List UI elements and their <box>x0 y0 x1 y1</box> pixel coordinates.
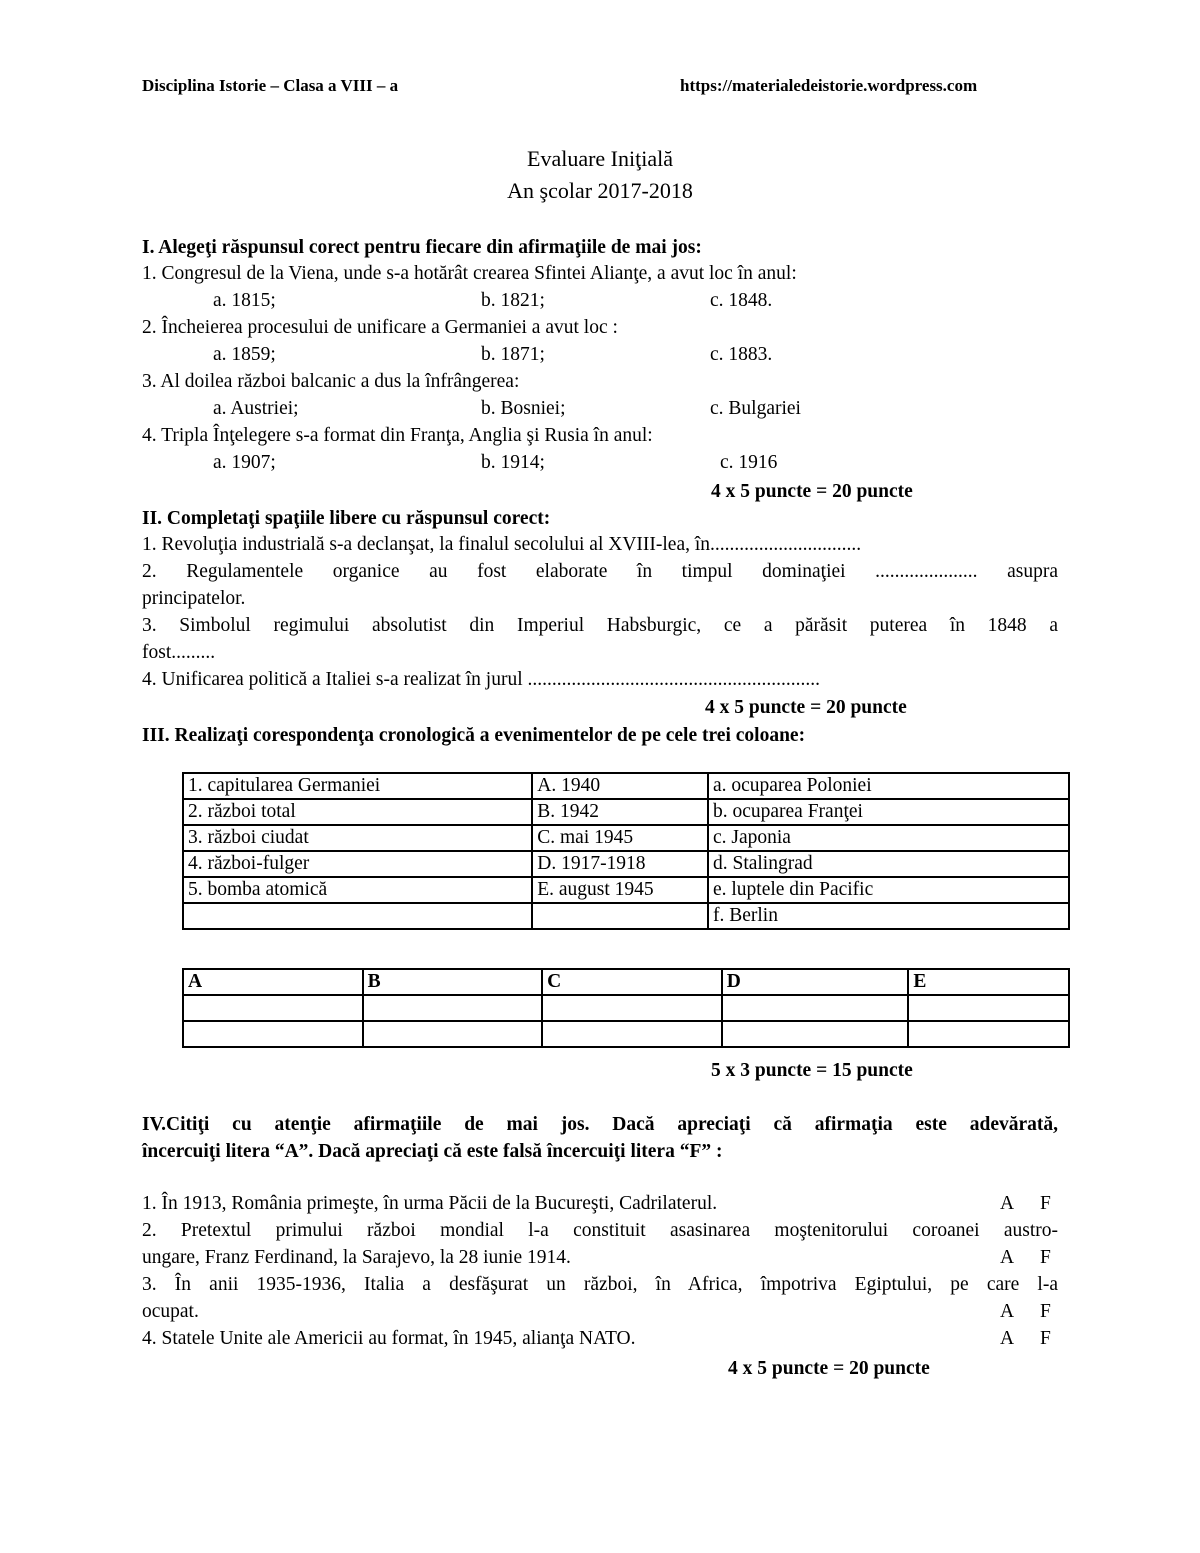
table-row <box>183 851 1069 877</box>
table-cell <box>532 903 708 929</box>
table-row <box>183 825 1069 851</box>
table-row <box>183 799 1069 825</box>
table-cell: D. 1917-1918 <box>532 851 708 877</box>
section4-score: 4 x 5 puncte = 20 puncte <box>728 1358 930 1379</box>
q1-option-b: b. 1821; <box>481 290 545 311</box>
table-cell: 1. capitularea Germaniei <box>183 773 532 799</box>
table-cell: e. luptele din Pacific <box>708 877 1069 903</box>
table-row <box>183 773 1069 799</box>
statement-4: 4. Statele Unite ale Americii au format, în 1945, alianţa NATO. <box>142 1328 636 1349</box>
section4-heading-cont: încercuiţi litera “A”. Dacă apreciaţi că este falsă încercuiţi litera “F” : <box>142 1141 723 1162</box>
table-cell: 5. bomba atomică <box>183 877 532 903</box>
table-cell: b. ocuparea Franţei <box>708 799 1069 825</box>
answer-cell[interactable] <box>542 995 722 1021</box>
answer-cell[interactable] <box>542 1021 722 1047</box>
question-4: 4. Tripla Înţelegere s-a format din Franţa, Anglia şi Rusia în anul: <box>142 425 653 446</box>
answer-cell[interactable] <box>183 1021 363 1047</box>
answer-cell[interactable] <box>908 1021 1069 1047</box>
section2-heading: II. Completaţi spaţiile libere cu răspunsul corect: <box>142 508 551 529</box>
statement-1-false[interactable]: F <box>1040 1193 1051 1214</box>
section2-score: 4 x 5 puncte = 20 puncte <box>705 697 907 718</box>
table-cell: B. 1942 <box>532 799 708 825</box>
fill-item-4: 4. Unificarea politică a Italiei s-a realizat în jurul ............................................................ <box>142 669 820 690</box>
statement-3-false[interactable]: F <box>1040 1301 1051 1322</box>
header-url: https://materialedeistorie.wordpress.com <box>680 76 978 95</box>
table-cell: f. Berlin <box>708 903 1069 929</box>
answer-header-c: C <box>542 969 722 995</box>
table-cell: 2. război total <box>183 799 532 825</box>
table-cell: A. 1940 <box>532 773 708 799</box>
page-title: Evaluare Iniţială <box>527 146 673 171</box>
statement-1-true[interactable]: A <box>1000 1193 1015 1214</box>
answer-header-a: A <box>183 969 363 995</box>
section1-heading: I. Alegeţi răspunsul corect pentru fiecare din afirmaţiile de mai jos: <box>142 237 702 258</box>
statement-3: 3. În anii 1935-1936, Italia a desfăşurat un război, în Africa, împotriva Egiptului, pe care l-a <box>142 1274 1058 1295</box>
table-cell: 4. război-fulger <box>183 851 532 877</box>
answer-cell[interactable] <box>183 995 363 1021</box>
question-2: 2. Încheierea procesului de unificare a Germaniei a avut loc : <box>142 317 618 338</box>
q4-option-c: c. 1916 <box>720 452 778 473</box>
answer-cell[interactable] <box>908 995 1069 1021</box>
q3-option-b: b. Bosniei; <box>481 398 566 419</box>
fill-item-3: 3. Simbolul regimului absolutist din Imperiul Habsburgic, ce a părăsit puterea în 1848 a <box>142 615 1058 636</box>
table-cell: 3. război ciudat <box>183 825 532 851</box>
statement-4-true[interactable]: A <box>1000 1328 1015 1349</box>
q1-option-c: c. 1848. <box>710 290 773 311</box>
answer-table <box>182 968 1070 1048</box>
table-row <box>183 877 1069 903</box>
q1-option-a: a. 1815; <box>213 290 276 311</box>
statement-2-false[interactable]: F <box>1040 1247 1051 1268</box>
q4-option-a: a. 1907; <box>213 452 276 473</box>
header-subject: Disciplina Istorie – Clasa a VIII – a <box>142 76 399 95</box>
fill-item-2-cont: principatelor. <box>142 588 246 609</box>
statement-3-cont: ocupat. <box>142 1301 199 1322</box>
table-row <box>183 903 1069 929</box>
q4-option-b: b. 1914; <box>481 452 545 473</box>
q2-option-a: a. 1859; <box>213 344 276 365</box>
answer-header-e: E <box>908 969 1069 995</box>
section1-score: 4 x 5 puncte = 20 puncte <box>711 481 913 502</box>
table-cell: E. august 1945 <box>532 877 708 903</box>
statement-2-cont: ungare, Franz Ferdinand, la Sarajevo, la 28 iunie 1914. <box>142 1247 571 1268</box>
table-cell: a. ocuparea Poloniei <box>708 773 1069 799</box>
table-cell: C. mai 1945 <box>532 825 708 851</box>
statement-4-false[interactable]: F <box>1040 1328 1051 1349</box>
section3-score: 5 x 3 puncte = 15 puncte <box>711 1060 913 1081</box>
matching-table <box>182 772 1070 930</box>
table-cell: d. Stalingrad <box>708 851 1069 877</box>
answer-cell[interactable] <box>363 995 543 1021</box>
fill-item-3-cont: fost......... <box>142 642 216 663</box>
statement-2-true[interactable]: A <box>1000 1247 1015 1268</box>
table-cell: c. Japonia <box>708 825 1069 851</box>
section4-heading: IV.Citiţi cu atenţie afirmaţiile de mai jos. Dacă apreciaţi că afirmaţia este adevărată, <box>142 1114 1058 1135</box>
table-row <box>183 1021 1069 1047</box>
answer-cell[interactable] <box>722 995 909 1021</box>
q2-option-b: b. 1871; <box>481 344 545 365</box>
section3-heading: III. Realizaţi corespondenţa cronologică a evenimentelor de pe cele trei coloane: <box>142 725 806 746</box>
statement-3-true[interactable]: A <box>1000 1301 1015 1322</box>
table-cell <box>183 903 532 929</box>
question-3: 3. Al doilea război balcanic a dus la înfrângerea: <box>142 371 520 392</box>
fill-item-2: 2. Regulamentele organice au fost elaborate în timpul dominaţiei ..................... asupra <box>142 561 1058 582</box>
table-row <box>183 969 1069 995</box>
fill-item-1: 1. Revoluţia industrială s-a declanşat, la finalul secolului al XVIII-lea, în............................... <box>142 534 862 555</box>
table-row <box>183 995 1069 1021</box>
answer-header-d: D <box>722 969 909 995</box>
q2-option-c: c. 1883. <box>710 344 773 365</box>
statement-1: 1. În 1913, România primeşte, în urma Păcii de la Bucureşti, Cadrilaterul. <box>142 1193 718 1214</box>
q3-option-c: c. Bulgariei <box>710 398 801 419</box>
answer-cell[interactable] <box>722 1021 909 1047</box>
school-year: An şcolar 2017-2018 <box>507 178 693 203</box>
q3-option-a: a. Austriei; <box>213 398 299 419</box>
answer-header-b: B <box>363 969 543 995</box>
question-1: 1. Congresul de la Viena, unde s-a hotărât crearea Sfintei Alianţe, a avut loc în anul: <box>142 263 797 284</box>
answer-cell[interactable] <box>363 1021 543 1047</box>
statement-2: 2. Pretextul primului război mondial l-a constituit asasinarea moştenitorului coroanei austro- <box>142 1220 1058 1241</box>
